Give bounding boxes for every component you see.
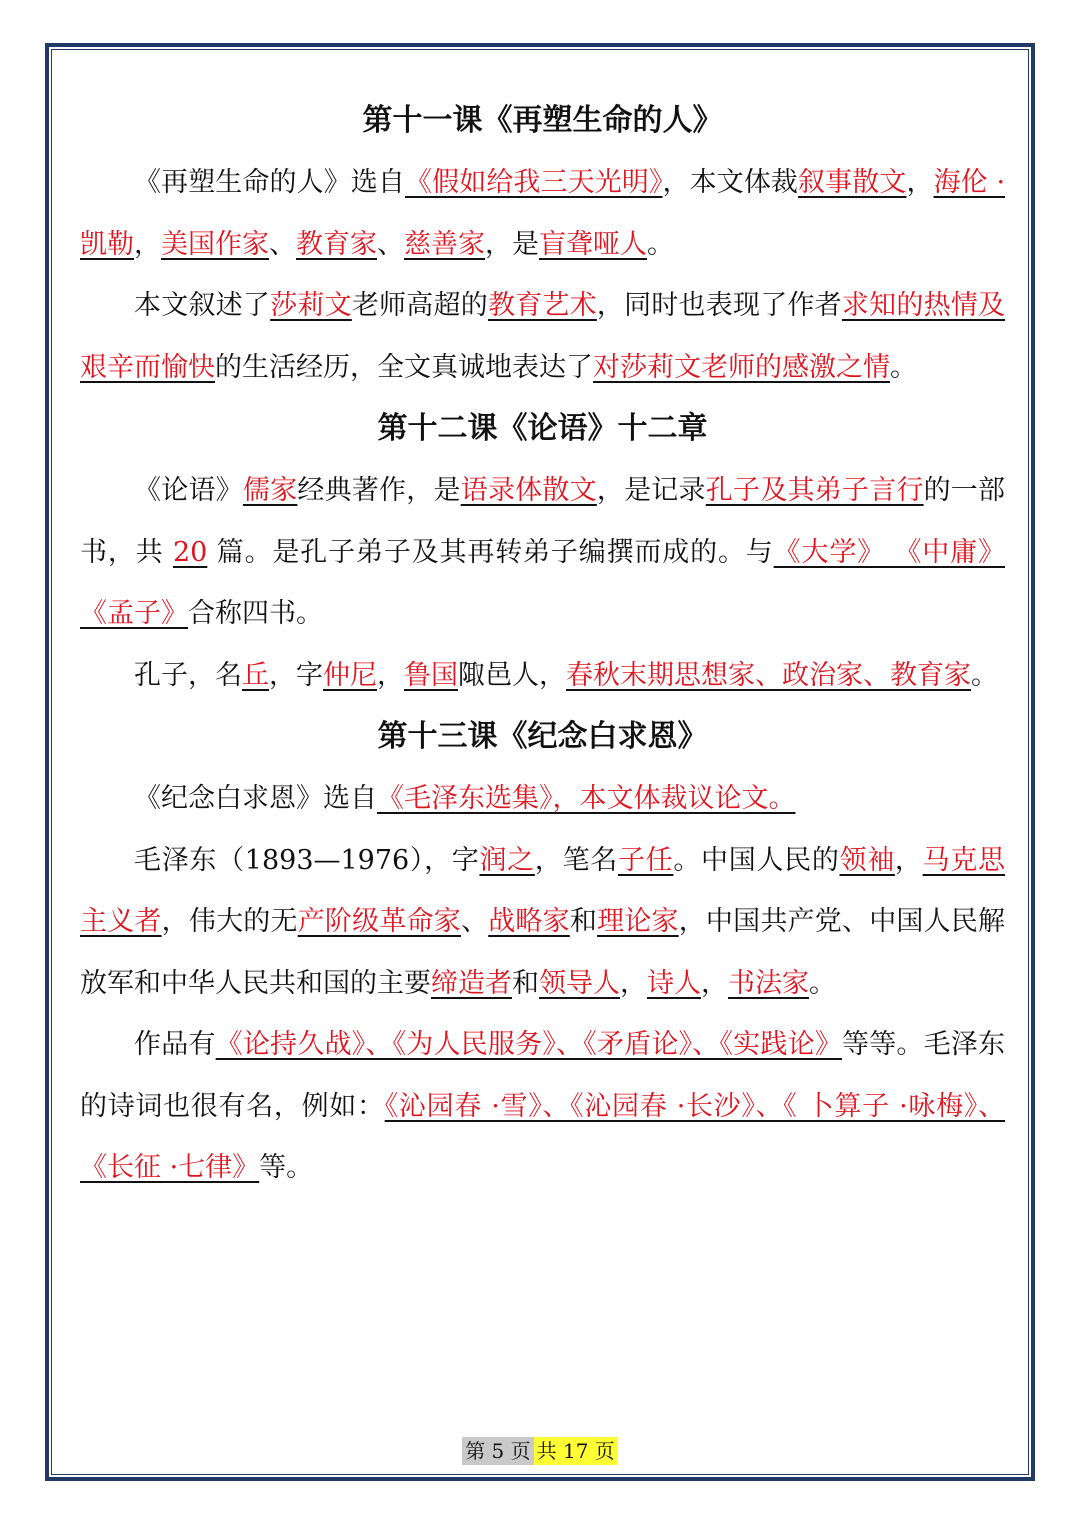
answer: 孔子及其弟子言行 bbox=[705, 475, 924, 506]
answer: 子任 bbox=[617, 844, 674, 876]
text: ，本文体裁 bbox=[662, 167, 799, 198]
answer: 丘 bbox=[242, 659, 269, 691]
answer: 语录体散文 bbox=[460, 475, 597, 506]
answer: 书法家 bbox=[728, 967, 809, 999]
answer: 教育艺术 bbox=[487, 290, 597, 321]
answer: 20 bbox=[172, 536, 208, 568]
text: ，是 bbox=[485, 228, 539, 260]
lesson-13-paragraph-3 bbox=[80, 1014, 1005, 1199]
answer: 缔造者 bbox=[431, 967, 512, 999]
answer: 《沁园春 ·雪》、《沁园春 ·长沙》、《 卜算子 ·咏梅》、《长征 ·七律》 bbox=[80, 1090, 1006, 1183]
text: 的一部书，共 bbox=[80, 475, 1006, 568]
text: ， bbox=[377, 659, 404, 691]
text: 。 bbox=[890, 351, 917, 383]
text: ，同时也表现了作者 bbox=[596, 290, 842, 321]
text: 毛泽东（1893—1976），字 bbox=[134, 844, 480, 876]
answer: 润之 bbox=[479, 844, 535, 876]
answer: 领袖 bbox=[839, 844, 895, 876]
answer: 战略家 bbox=[488, 906, 570, 937]
answer: 盲聋哑人 bbox=[539, 228, 647, 260]
text: 。 bbox=[971, 659, 998, 691]
text: 。 bbox=[647, 228, 674, 260]
answer: 教育家 bbox=[296, 228, 377, 260]
text: 、 bbox=[269, 228, 296, 260]
answer: 美国作家 bbox=[161, 228, 269, 260]
lesson-13-title: 第十三课《纪念白求恩》 bbox=[377, 719, 708, 754]
text: ，中国共产党、中国人民解放军和中华人民共和国的主要 bbox=[80, 906, 1006, 999]
answer: 《假如给我三天光明》 bbox=[405, 167, 663, 198]
answer: 叙事散文 bbox=[798, 167, 907, 198]
text: 《论语》 bbox=[134, 475, 243, 506]
answer: 求知的热情及艰辛而愉快 bbox=[80, 290, 1006, 383]
answer: 产阶级革命家 bbox=[297, 906, 461, 937]
text: ， bbox=[134, 228, 161, 260]
page-footer bbox=[0, 1437, 1080, 1465]
text: 本文叙述了 bbox=[134, 290, 271, 321]
text: 篇。是孔子弟子及其再转弟子编撰而成的。与 bbox=[207, 536, 774, 568]
current-page-number: 第 5 页 bbox=[462, 1437, 533, 1465]
lesson-11-title: 第十一课《再塑生命的人》 bbox=[362, 103, 723, 138]
text: ，笔名 bbox=[534, 844, 618, 876]
answer: 《毛泽东选集》，本文体裁议论文。 bbox=[377, 783, 796, 814]
text: ， bbox=[701, 967, 728, 999]
text: 等。 bbox=[259, 1152, 314, 1183]
text: 老师高超的 bbox=[351, 290, 488, 321]
page-content bbox=[80, 90, 1005, 1199]
text: 合称四书。 bbox=[188, 598, 323, 629]
answer: 领导人 bbox=[539, 967, 620, 999]
lesson-11-paragraph-1 bbox=[80, 152, 1005, 275]
lesson-13-paragraph-2 bbox=[80, 830, 1005, 1015]
text: 孔子，名 bbox=[134, 659, 242, 691]
text: 和 bbox=[569, 906, 598, 937]
text: ， bbox=[894, 844, 923, 876]
lesson-12-paragraph-2 bbox=[80, 645, 1005, 707]
text: 陬邑人， bbox=[458, 659, 566, 691]
answer: 春秋末期思想家、政治家、教育家 bbox=[566, 659, 971, 691]
text: 经典著作，是 bbox=[297, 475, 461, 506]
lesson-12-paragraph-1 bbox=[80, 460, 1005, 645]
text: ，伟大的无 bbox=[161, 906, 298, 937]
text: 。中国人民的 bbox=[673, 844, 840, 876]
text: 、 bbox=[377, 228, 404, 260]
lesson-12-title: 第十二课《论语》十二章 bbox=[377, 411, 708, 446]
answer: 理论家 bbox=[597, 906, 679, 937]
answer: 《论持久战》、《为人民服务》、《矛盾论》、《实践论》 bbox=[215, 1029, 842, 1060]
text: 《再塑生命的人》选自 bbox=[134, 167, 406, 198]
answer: 慈善家 bbox=[404, 228, 485, 260]
lesson-13-paragraph-1 bbox=[80, 768, 1005, 830]
answer: 诗人 bbox=[647, 967, 701, 999]
text: 、 bbox=[460, 906, 489, 937]
text: ，是记录 bbox=[596, 475, 706, 506]
answer: 儒家 bbox=[242, 475, 298, 506]
text: 。 bbox=[809, 967, 836, 999]
answer: 鲁国 bbox=[404, 659, 458, 691]
total-page-count: 共 17 页 bbox=[534, 1437, 618, 1465]
text: 的生活经历，全文真诚地表达了 bbox=[215, 351, 593, 383]
text: ，字 bbox=[269, 659, 323, 691]
answer: 对莎莉文老师的感激之情 bbox=[593, 351, 890, 383]
answer: 莎莉文 bbox=[270, 290, 352, 321]
text: 《纪念白求恩》选自 bbox=[134, 783, 377, 814]
answer: 马克思主义者 bbox=[80, 844, 1006, 937]
text: 和 bbox=[512, 967, 539, 999]
answer: 海伦 ·凯勒 bbox=[80, 167, 1006, 260]
text: 等等。毛泽东的诗词也很有名，例如： bbox=[80, 1029, 1006, 1122]
text: 作品有 bbox=[134, 1029, 216, 1060]
answer: 仲尼 bbox=[323, 659, 377, 691]
text: ， bbox=[906, 167, 934, 198]
answer: 《大学》 《中庸》《孟子》 bbox=[80, 536, 1005, 629]
lesson-11-paragraph-2 bbox=[80, 275, 1005, 398]
text: ， bbox=[620, 967, 647, 999]
